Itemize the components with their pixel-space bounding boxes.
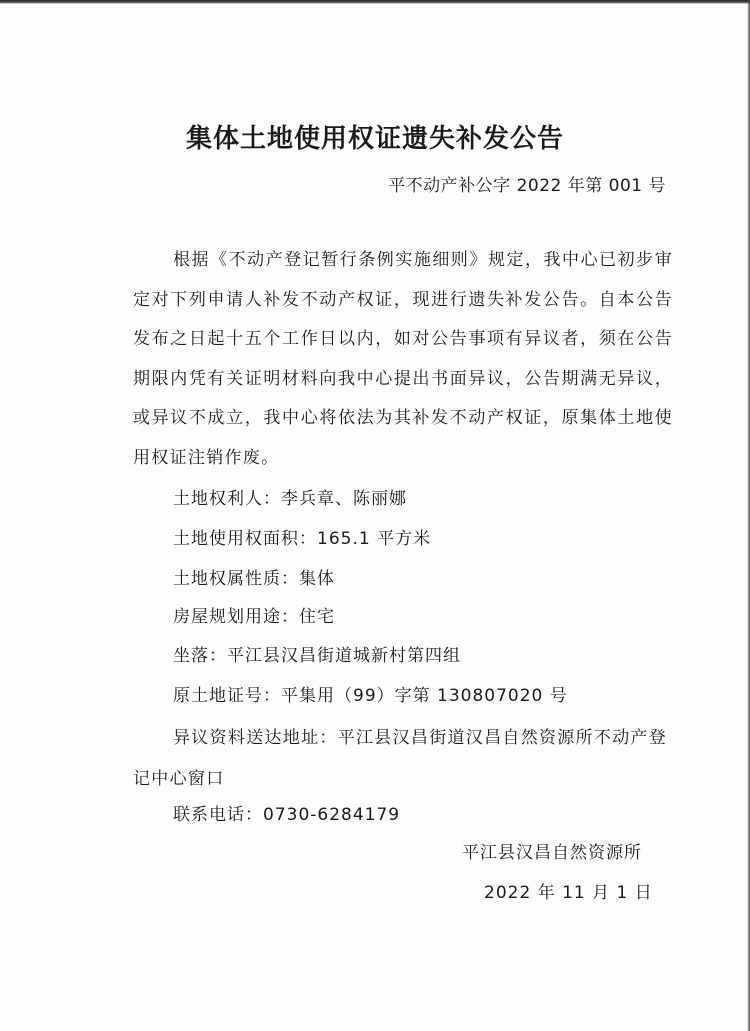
notice-body: 根据《不动产登记暂行条例实施细则》规定，我中心已初步审定对下列申请人补发不动产权证，现进行遗失补发公告。自本公告发布之日起十五个工作日以内，如对公告事项有异议者，须在公告期限内凭有关证明材料向我中心提出书面异议，公告期满无异议，或异议不成立，我中心将依法为其补发不动产权证，原集体土地使用权证注销作废。 [133, 250, 673, 468]
field-objection-address: 异议资料送达地址：平江县汉昌街道汉昌自然资源所不动产登记中心窗口 [133, 728, 668, 789]
field-location: 坐落：平江县汉昌街道城新村第四组 [173, 646, 461, 666]
field-original-cert: 原土地证号：平集用（99）字第 130807020 号 [173, 686, 568, 706]
field-land-area: 土地使用权面积：165.1 平方米 [173, 529, 432, 549]
field-right-holder: 土地权利人：李兵章、陈丽娜 [173, 489, 407, 509]
field-house-use: 房屋规划用途：住宅 [173, 607, 335, 627]
field-land-nature: 土地权属性质：集体 [173, 569, 335, 589]
field-contact-phone: 联系电话：0730-6284179 [173, 805, 401, 825]
issuer-name: 平江县汉昌自然资源所 [462, 843, 642, 863]
scan-edge-top [0, 0, 750, 4]
document-number: 平不动产补公字 2022 年第 001 号 [388, 176, 666, 196]
issue-date: 2022 年 11 月 1 日 [484, 883, 653, 903]
notice-title: 集体土地使用权证遗失补发公告 [185, 124, 564, 154]
